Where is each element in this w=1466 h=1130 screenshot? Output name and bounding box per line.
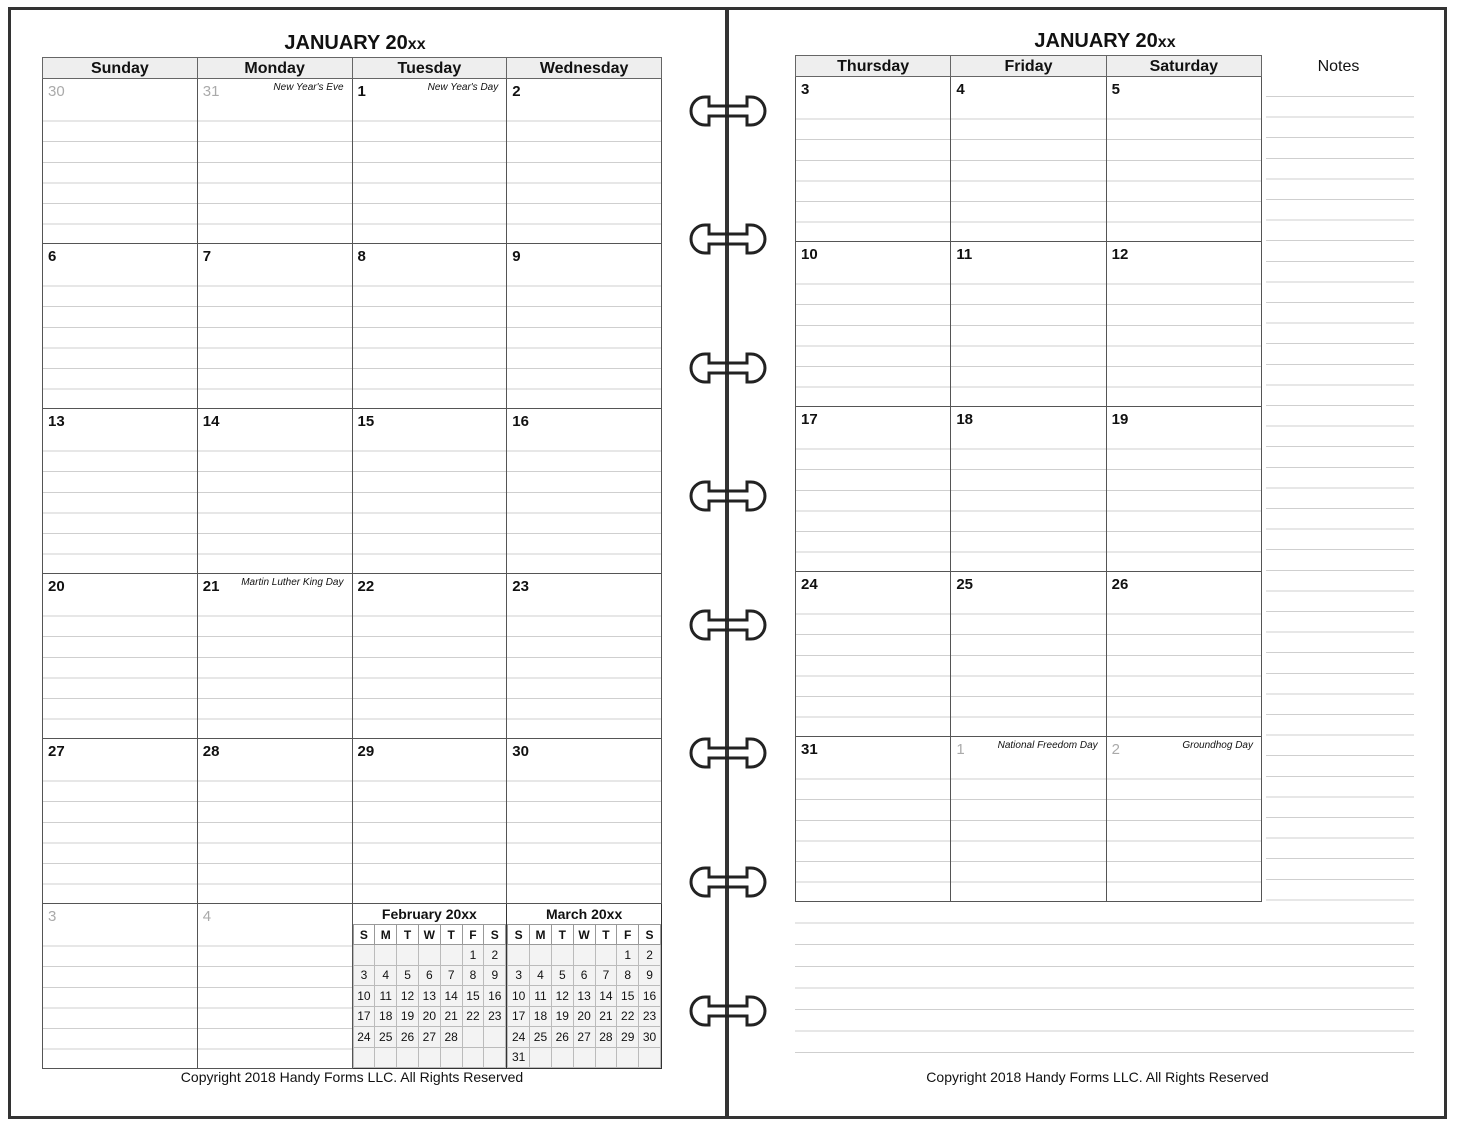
mini-date [508,945,530,966]
holiday-label: Groundhog Day [1182,740,1253,751]
day-number: 3 [801,81,810,98]
mini-date: 17 [353,1006,375,1027]
day-number: 22 [357,578,375,595]
binder-ring-icon [683,221,773,257]
mini-date: 22 [617,1006,639,1027]
mini-date [530,945,552,966]
left-page-title: JANUARY 20xx [284,32,426,54]
day-cell[interactable] [1106,242,1261,407]
weekday-header: Wednesday [507,58,662,79]
day-cell[interactable] [197,574,352,739]
mini-weekday: F [462,925,484,945]
mini-date [375,945,397,966]
mini-date: 28 [440,1027,462,1048]
day-cell[interactable] [1106,737,1261,902]
mini-date [418,1047,440,1068]
mini-calendar [507,904,662,1069]
mini-date: 1 [462,945,484,966]
mini-calendar [352,904,507,1069]
left-calendar-grid [42,57,662,1069]
day-number: 2 [1111,741,1120,758]
day-cell[interactable] [1106,77,1261,242]
mini-date: 4 [530,965,552,986]
day-cell[interactable] [43,739,198,904]
mini-date [440,1047,462,1068]
mini-date: 11 [530,986,552,1007]
day-cell[interactable] [352,409,507,574]
day-cell[interactable] [352,574,507,739]
day-number: 28 [202,743,220,760]
weekday-header: Sunday [43,58,198,79]
day-number: 4 [202,908,212,925]
binder-ring-icon [683,864,773,900]
mini-date: 2 [639,945,661,966]
mini-date: 3 [353,965,375,986]
mini-date: 19 [397,1006,419,1027]
mini-weekday: S [508,925,530,945]
day-number: 10 [801,246,818,263]
mini-date: 29 [617,1027,639,1048]
holiday-label: Martin Luther King Day [241,577,344,588]
mini-date: 5 [397,965,419,986]
week-row [43,244,662,409]
mini-date [551,945,573,966]
mini-date: 20 [418,1006,440,1027]
day-number: 3 [48,908,57,925]
weekday-header: Monday [197,58,352,79]
binder-ring-icon [683,993,773,1029]
binder-ring-icon [683,350,773,386]
left-copyright: Copyright 2018 Handy Forms LLC. All Rights Reserved [180,1069,524,1085]
mini-date: 7 [595,965,617,986]
day-number: 8 [357,248,366,265]
day-cell[interactable] [43,904,198,1069]
day-cell[interactable] [43,79,198,244]
right-page-title: JANUARY 20xx [1034,30,1176,52]
mini-date: 13 [418,986,440,1007]
day-number: 5 [1111,81,1120,98]
binder-spine [725,7,729,1119]
mini-date [418,945,440,966]
mini-date: 10 [508,986,530,1007]
day-number: 21 [202,578,220,595]
day-number: 25 [956,576,974,593]
mini-date: 24 [508,1027,530,1048]
day-number: 13 [48,413,65,430]
day-cell[interactable] [507,409,662,574]
mini-calendar-title: March 20xx [508,904,661,925]
mini-date: 16 [484,986,506,1007]
weekday-header: Tuesday [352,58,507,79]
mini-date: 26 [397,1027,419,1048]
mini-date [462,1047,484,1068]
day-number: 18 [956,411,974,428]
week-row [796,242,1262,407]
mini-date: 16 [639,986,661,1007]
mini-date: 22 [462,1006,484,1027]
mini-date: 6 [418,965,440,986]
mini-date: 25 [375,1027,397,1048]
day-cell[interactable] [507,244,662,409]
day-cell[interactable] [951,407,1106,572]
mini-date: 1 [617,945,639,966]
week-row [796,737,1262,902]
day-number: 7 [202,248,212,265]
day-number: 30 [48,83,65,100]
day-cell[interactable] [796,242,951,407]
mini-date: 20 [573,1006,595,1027]
week-row [43,574,662,739]
day-cell[interactable] [951,242,1106,407]
day-number: 16 [512,413,529,430]
day-cell[interactable] [352,79,507,244]
week-row [43,739,662,904]
day-number: 27 [48,743,65,760]
day-cell[interactable] [507,574,662,739]
week-row [796,572,1262,737]
week-row [43,904,662,1069]
mini-date: 11 [375,986,397,1007]
mini-date [353,945,375,966]
mini-calendar-title: February 20xx [353,904,506,925]
mini-date: 9 [639,965,661,986]
mini-date [397,1047,419,1068]
day-cell[interactable] [507,79,662,244]
day-number: 29 [357,743,375,760]
day-number: 11 [956,246,973,263]
mini-date: 14 [440,986,462,1007]
mini-date [397,945,419,966]
day-cell[interactable] [197,409,352,574]
mini-weekday: W [573,925,595,945]
mini-date: 18 [530,1006,552,1027]
day-number: 31 [801,741,818,758]
mini-date [462,1027,484,1048]
mini-date [595,945,617,966]
mini-date: 17 [508,1006,530,1027]
mini-date: 27 [573,1027,595,1048]
notes-lines[interactable] [1266,96,1414,902]
day-number: 6 [48,248,57,265]
holiday-label: New Year's Day [427,82,499,93]
mini-date: 15 [462,986,484,1007]
day-cell[interactable] [352,244,507,409]
mini-date: 2 [484,945,506,966]
mini-date [573,945,595,966]
day-number: 14 [202,413,220,430]
mini-weekday: M [530,925,552,945]
mini-date: 23 [484,1006,506,1027]
weekday-header: Thursday [796,56,951,77]
mini-date: 24 [353,1027,375,1048]
weekday-header: Friday [951,56,1106,77]
day-number: 15 [357,413,375,430]
day-cell[interactable] [796,77,951,242]
holiday-label: National Freedom Day [997,740,1098,751]
mini-date [551,1047,573,1068]
day-number: 1 [357,83,366,100]
day-cell[interactable] [796,572,951,737]
mini-weekday: T [397,925,419,945]
day-number: 26 [1111,576,1129,593]
mini-date [375,1047,397,1068]
day-cell[interactable] [951,737,1106,902]
notes-label: Notes [1317,58,1360,75]
mini-weekday: W [418,925,440,945]
mini-weekday: T [551,925,573,945]
day-cell[interactable] [1106,407,1261,572]
week-row [43,409,662,574]
mini-weekday: T [595,925,617,945]
mini-date: 3 [508,965,530,986]
mini-date: 26 [551,1027,573,1048]
mini-date: 4 [375,965,397,986]
mini-date: 13 [573,986,595,1007]
binder-ring-icon [683,93,773,129]
mini-date: 15 [617,986,639,1007]
mini-date: 23 [639,1006,661,1027]
day-cell[interactable] [1106,572,1261,737]
day-cell[interactable] [507,739,662,904]
day-cell[interactable] [43,244,198,409]
mini-date: 18 [375,1006,397,1027]
day-number: 1 [956,741,965,758]
day-cell[interactable] [197,904,352,1069]
mini-date: 8 [462,965,484,986]
day-cell[interactable] [43,409,198,574]
binder-ring-icon [683,478,773,514]
day-cell[interactable] [796,407,951,572]
mini-date [484,1047,506,1068]
day-cell[interactable] [43,574,198,739]
day-cell[interactable] [352,739,507,904]
day-number: 2 [512,83,521,100]
mini-date [530,1047,552,1068]
day-number: 19 [1111,411,1129,428]
mini-date: 27 [418,1027,440,1048]
day-number: 9 [512,248,521,265]
day-cell[interactable] [796,737,951,902]
day-number: 23 [512,578,529,595]
right-calendar-grid [795,55,1262,902]
mini-weekday: M [375,925,397,945]
week-row [43,79,662,244]
day-number: 12 [1111,246,1129,263]
mini-date: 10 [353,986,375,1007]
day-cell[interactable] [197,244,352,409]
mini-date [595,1047,617,1068]
mini-date: 30 [639,1027,661,1048]
day-number: 31 [202,83,220,100]
binder-ring-icon [683,735,773,771]
mini-date: 21 [595,1006,617,1027]
day-number: 4 [956,81,965,98]
mini-weekday: T [440,925,462,945]
mini-date [573,1047,595,1068]
mini-weekday: S [639,925,661,945]
day-cell[interactable] [951,572,1106,737]
mini-date [440,945,462,966]
day-number: 30 [512,743,529,760]
mini-date [639,1047,661,1068]
day-number: 20 [48,578,65,595]
mini-date: 31 [508,1047,530,1068]
mini-date: 9 [484,965,506,986]
mini-date [617,1047,639,1068]
mini-date: 7 [440,965,462,986]
mini-weekday: F [617,925,639,945]
bottom-note-lines[interactable] [795,902,1414,1062]
mini-date: 14 [595,986,617,1007]
mini-date: 19 [551,1006,573,1027]
mini-date: 28 [595,1027,617,1048]
mini-date: 21 [440,1006,462,1027]
week-row [796,77,1262,242]
mini-date: 5 [551,965,573,986]
mini-date: 12 [551,986,573,1007]
weekday-header: Saturday [1106,56,1261,77]
mini-date: 12 [397,986,419,1007]
mini-weekday: S [484,925,506,945]
mini-weekday: S [353,925,375,945]
day-cell[interactable] [197,79,352,244]
right-copyright: Copyright 2018 Handy Forms LLC. All Rights Reserved [926,1069,1269,1085]
day-cell[interactable] [197,739,352,904]
day-cell[interactable] [951,77,1106,242]
binder-ring-icon [683,607,773,643]
day-number: 17 [801,411,818,428]
week-row [796,407,1262,572]
mini-date: 25 [530,1027,552,1048]
holiday-label: New Year's Eve [273,82,344,93]
day-number: 24 [801,576,818,593]
mini-date: 6 [573,965,595,986]
mini-date [353,1047,375,1068]
mini-date: 8 [617,965,639,986]
mini-date [484,1027,506,1048]
